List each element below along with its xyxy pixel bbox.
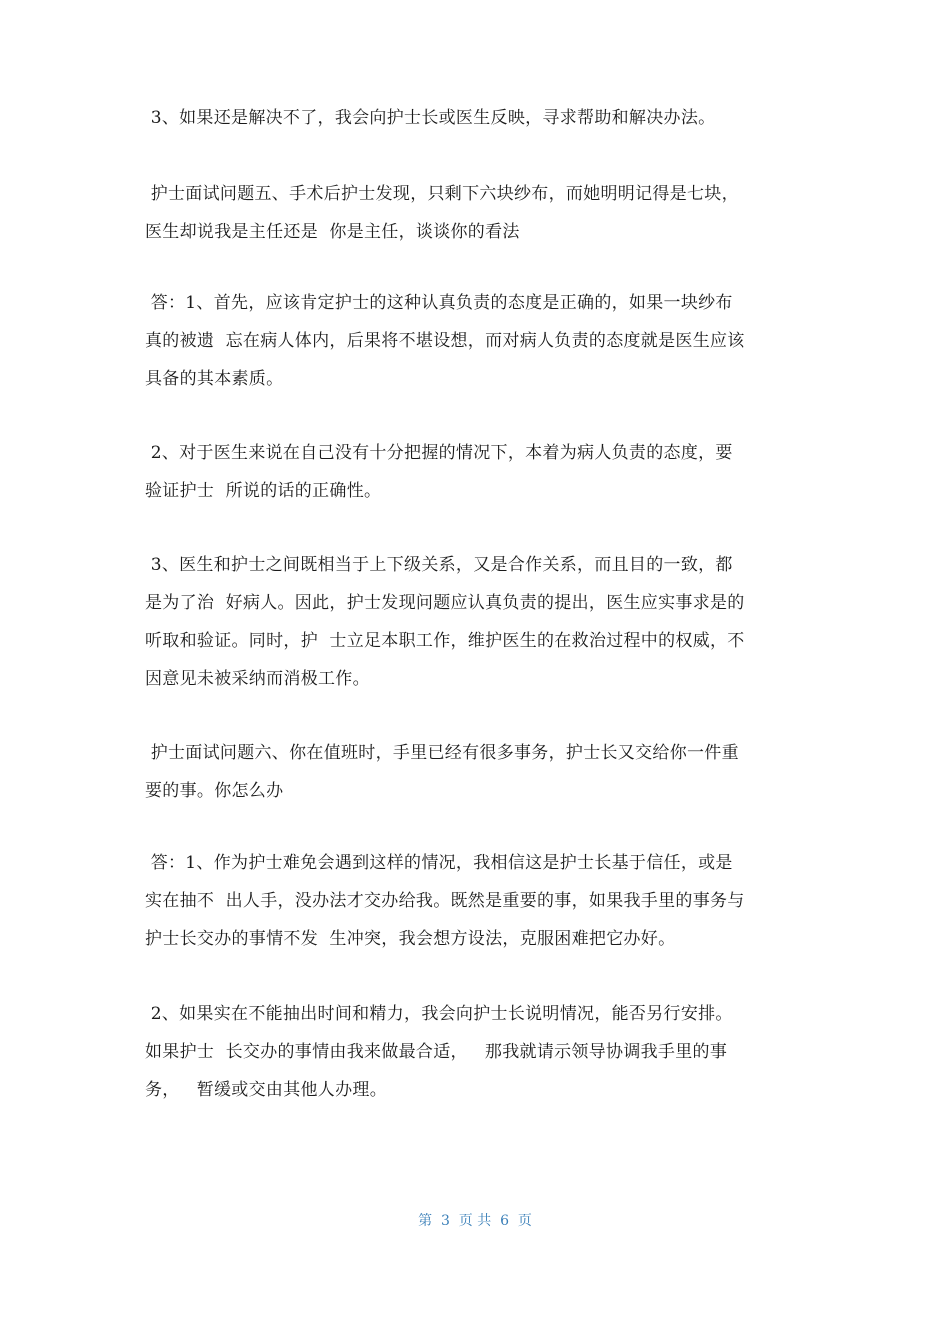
- paragraph-answer-6-2: [145, 995, 817, 1109]
- text-line: 要的事。你怎么办: [145, 781, 284, 801]
- text-line: 护士面试问题六、你在值班时，手里已经有很多事务，护士长又交给你一件重: [145, 743, 739, 763]
- text-line: 答：1、作为护士难免会遇到这样的情况，我相信这是护士长基于信任，或是: [145, 853, 733, 873]
- text-line: 是为了治 好病人。因此，护士发现问题应认真负责的提出，医生应实事求是的: [145, 593, 745, 613]
- text-line: 如果护士 长交办的事情由我来做最合适， 那我就请示领导协调我手里的事: [145, 1042, 728, 1062]
- text-line: 2、如果实在不能抽出时间和精力，我会向护士长说明情况，能否另行安排。: [145, 1004, 733, 1024]
- text-line: 务， 暂缓或交由其他人办理。: [145, 1080, 388, 1100]
- paragraph-answer-5-3: [145, 546, 817, 698]
- paragraph-answer-5-1: [145, 284, 817, 398]
- text-line: 护士面试问题五、手术后护士发现，只剩下六块纱布，而她明明记得是七块，: [145, 184, 739, 204]
- text-line: 答：1、首先，应该肯定护士的这种认真负责的态度是正确的，如果一块纱布: [145, 293, 733, 313]
- paragraph-question-5: [145, 175, 817, 251]
- text-line: 2、对于医生来说在自己没有十分把握的情况下，本着为病人负责的态度，要: [145, 443, 733, 463]
- text-line: 实在抽不 出人手，没办法才交办给我。既然是重要的事，如果我手里的事务与: [145, 891, 745, 911]
- text-line: 护士长交办的事情不发 生冲突，我会想方设法，克服困难把它办好。: [145, 929, 676, 949]
- paragraph-1: [145, 99, 817, 137]
- text-line: 具备的其本素质。: [145, 369, 284, 389]
- text-line: 医生却说我是主任还是 你是主任，谈谈你的看法: [145, 222, 520, 242]
- paragraph-question-6: [145, 734, 817, 810]
- paragraph-answer-5-2: [145, 434, 817, 510]
- text-line: 真的被遗 忘在病人体内，后果将不堪设想，而对病人负责的态度就是医生应该: [145, 331, 745, 351]
- text-line: 3、如果还是解决不了，我会向护士长或医生反映，寻求帮助和解决办法。: [145, 108, 716, 128]
- page-number-footer: 第 3 页 共 6 页: [418, 1213, 532, 1229]
- paragraph-answer-6-1: [145, 844, 817, 958]
- text-line: 验证护士 所说的话的正确性。: [145, 481, 382, 501]
- text-line: 3、医生和护士之间既相当于上下级关系，又是合作关系，而且目的一致，都: [145, 555, 733, 575]
- text-line: 因意见未被采纳而消极工作。: [145, 669, 370, 689]
- text-line: 听取和验证。同时，护 士立足本职工作，维护医生的在救治过程中的权威，不: [145, 631, 745, 651]
